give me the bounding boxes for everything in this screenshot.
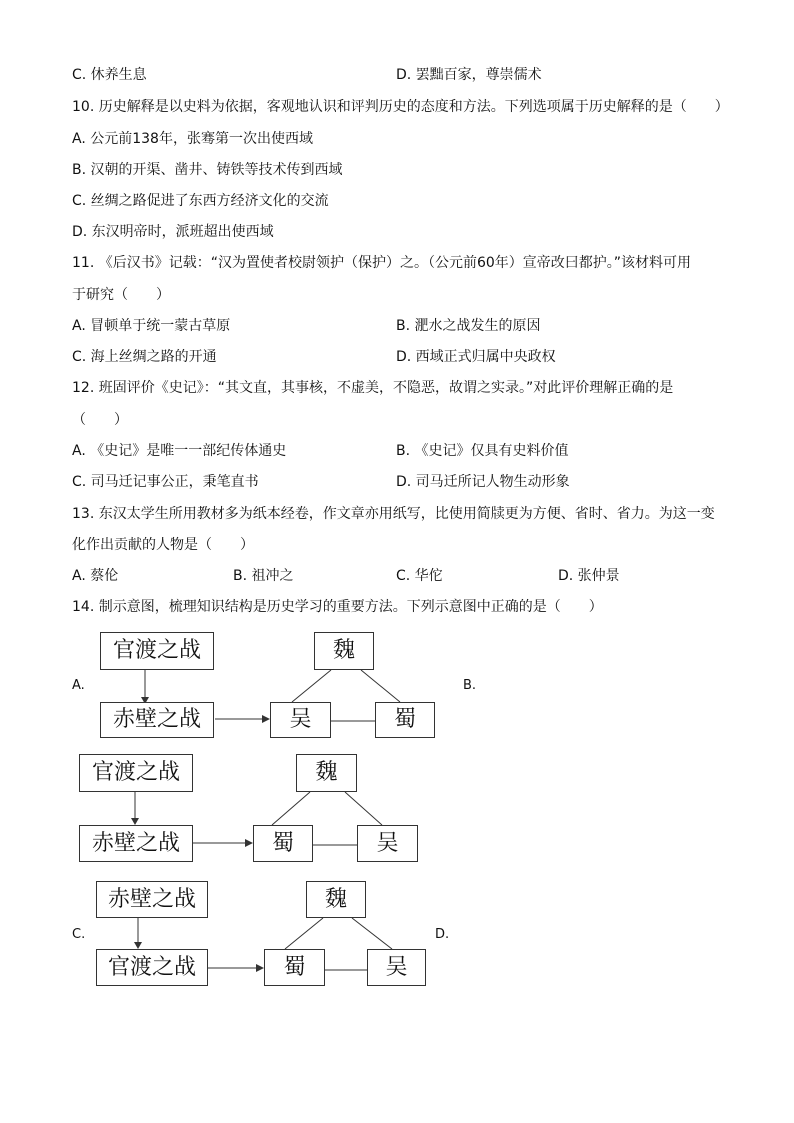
box-shu: 蜀 bbox=[264, 949, 325, 986]
box-wei: 魏 bbox=[306, 881, 366, 918]
box-wei: 魏 bbox=[296, 754, 357, 792]
box-shu: 蜀 bbox=[375, 702, 435, 738]
q11-option-d: D. 西域正式归属中央政权 bbox=[396, 349, 556, 365]
box-wu: 吴 bbox=[270, 702, 331, 738]
link-line bbox=[285, 918, 323, 949]
q10-option-b: B. 汉朝的开渠、凿井、铸铁等技术传到西域 bbox=[72, 162, 343, 178]
q11-stem-line2: 于研究（ ） bbox=[72, 287, 170, 303]
q12-option-a: A. 《史记》是唯一一部纪传体通史 bbox=[72, 443, 287, 459]
q14-label-a: A. bbox=[72, 678, 85, 693]
q13-option-a: A. 蔡伦 bbox=[72, 568, 119, 584]
q11-option-a: A. 冒顿单于统一蒙古草原 bbox=[72, 318, 231, 334]
q9-option-c: C. 休养生息 bbox=[72, 67, 147, 83]
arrow-head bbox=[256, 964, 264, 972]
q13-option-d: D. 张仲景 bbox=[558, 568, 620, 584]
q11-option-b: B. 淝水之战发生的原因 bbox=[396, 318, 541, 334]
q10-option-a: A. 公元前138年，张骞第一次出使西域 bbox=[72, 131, 313, 147]
box-chibi: 赤壁之战 bbox=[100, 702, 214, 738]
box-guandu: 官渡之战 bbox=[100, 632, 214, 670]
q10-stem: 10. 历史解释是以史料为依据，客观地认识和评判历史的态度和方法。下列选项属于历史解释的是（ ） bbox=[72, 99, 729, 115]
box-wu: 吴 bbox=[367, 949, 426, 986]
q14-label-d: D. bbox=[435, 927, 450, 942]
box-guandu: 官渡之战 bbox=[96, 949, 208, 986]
q12-option-b: B. 《史记》仅具有史料价值 bbox=[396, 443, 569, 459]
q12-stem-line2: （ ） bbox=[72, 412, 128, 428]
q10-option-c: C. 丝绸之路促进了东西方经济文化的交流 bbox=[72, 193, 329, 209]
q11-stem-line1: 11. 《后汉书》记载：“汉为置使者校尉领护（保护）之。（公元前60年）宣帝改曰都护。”该材料可用 bbox=[72, 255, 692, 271]
box-chibi: 赤壁之战 bbox=[96, 881, 208, 918]
q14-stem: 14. 制示意图，梳理知识结构是历史学习的重要方法。下列示意图中正确的是（ ） bbox=[72, 599, 603, 615]
box-shu: 蜀 bbox=[253, 825, 313, 862]
q12-option-c: C. 司马迁记事公正，秉笔直书 bbox=[72, 474, 259, 490]
q13-stem-line2: 化作出贡献的人物是（ ） bbox=[72, 537, 254, 553]
q10-option-d: D. 东汉明帝时，派班超出使西域 bbox=[72, 224, 274, 240]
box-wu: 吴 bbox=[357, 825, 418, 862]
q11-option-c: C. 海上丝绸之路的开通 bbox=[72, 349, 217, 365]
q9-option-d: D. 罢黜百家，尊崇儒术 bbox=[396, 67, 542, 83]
q12-option-d: D. 司马迁所记人物生动形象 bbox=[396, 474, 570, 490]
box-guandu: 官渡之战 bbox=[79, 754, 193, 792]
box-chibi: 赤壁之战 bbox=[79, 825, 193, 862]
q13-stem-line1: 13. 东汉太学生所用教材多为纸本经卷，作文章亦用纸写，比使用简牍更为方便、省时、省力。为这一变 bbox=[72, 506, 715, 522]
q13-option-b: B. 祖冲之 bbox=[233, 568, 294, 584]
q14-label-b: B. bbox=[463, 678, 477, 693]
q12-stem-line1: 12. 班固评价《史记》：“其文直，其事核，不虚美，不隐恶，故谓之实录。”对此评价理解正确的是 bbox=[72, 380, 674, 396]
q13-option-c: C. 华佗 bbox=[396, 568, 443, 584]
q14-label-c: C. bbox=[72, 927, 86, 942]
box-wei: 魏 bbox=[314, 632, 374, 670]
arrow-head bbox=[134, 942, 142, 949]
link-line bbox=[352, 918, 392, 949]
